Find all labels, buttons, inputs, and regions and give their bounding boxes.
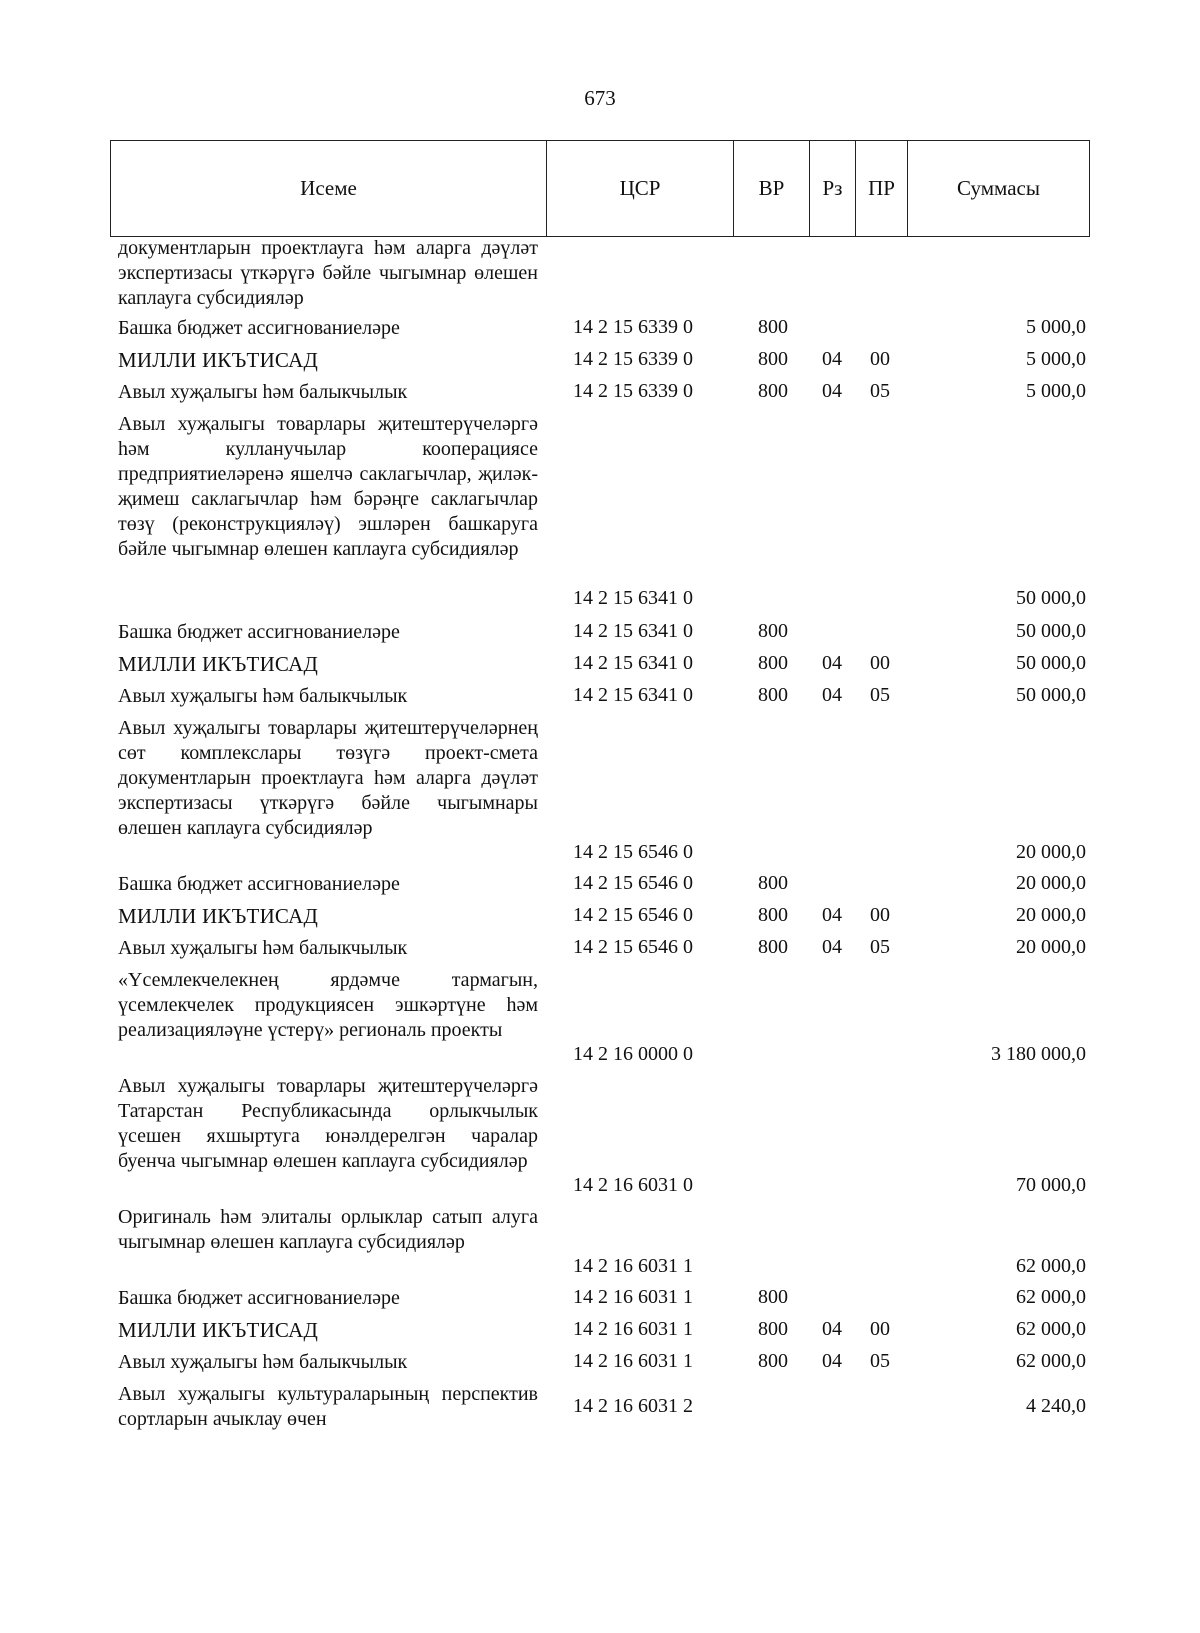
row-rz: 04 [822,1318,842,1340]
row-vr: 800 [758,936,788,958]
row-pr: 05 [870,380,890,402]
row-csr: 14 2 15 6546 0 [573,841,693,863]
row-rz: 04 [822,652,842,674]
row-name: Авыл хуҗалыгы товарлары җитештерүчеләрнең сөт комплекслары төзүгә проект-смета документларын проектлауга һәм аларга дәүләт экспертизасы үткәрүгә бәйле чыгымнары өлешен каплауга субсидияләр [118,717,538,839]
row-sum: 50 000,0 [1016,587,1086,609]
table-row [0,236,1200,316]
row-pr: 05 [870,684,890,706]
row-pr: 00 [870,348,890,370]
table-row [0,968,1200,1074]
row-name: Башка бюджет ассигнованиеләре [118,621,400,643]
row-vr: 800 [758,1350,788,1372]
row-csr: 14 2 16 6031 2 [573,1395,693,1417]
row-sum: 62 000,0 [1016,1350,1086,1372]
row-sum: 70 000,0 [1016,1174,1086,1196]
row-sum: 20 000,0 [1016,841,1086,863]
row-sum: 20 000,0 [1016,936,1086,958]
table-row [0,620,1200,652]
header-csr: ЦСР [547,141,734,236]
row-sum: 5 000,0 [1026,348,1086,370]
row-name: МИЛЛИ ИКЪТИСАД [118,1318,318,1342]
row-csr: 14 2 16 6031 1 [573,1255,693,1277]
table-row [0,1286,1200,1318]
row-csr: 14 2 15 6339 0 [573,380,693,402]
row-name: Башка бюджет ассигнованиеләре [118,317,400,339]
header-name: Исеме [111,141,547,236]
header-pr: ПР [856,141,908,236]
row-sum: 62 000,0 [1016,1255,1086,1277]
row-sum: 50 000,0 [1016,652,1086,674]
table-row [0,316,1200,348]
table-row [0,716,1200,872]
row-csr: 14 2 15 6341 0 [573,684,693,706]
header-vr: ВР [734,141,810,236]
row-vr: 800 [758,620,788,642]
table-header [110,140,1090,237]
row-rz: 04 [822,904,842,926]
row-sum: 3 180 000,0 [991,1043,1086,1065]
table-row [0,936,1200,968]
row-name: Оригиналь һәм элиталы орлыклар сатып алуга чыгымнар өлешен каплауга субсидияләр [118,1206,538,1253]
row-csr: 14 2 16 6031 1 [573,1350,693,1372]
row-rz: 04 [822,380,842,402]
row-rz: 04 [822,936,842,958]
table-row [0,1318,1200,1350]
row-name: МИЛЛИ ИКЪТИСАД [118,348,318,372]
page-number: 673 [584,86,616,110]
row-sum: 4 240,0 [1026,1395,1086,1417]
row-name: Башка бюджет ассигнованиеләре [118,873,400,895]
table-row [0,1074,1200,1205]
row-vr: 800 [758,872,788,894]
table-row [0,1382,1200,1438]
row-vr: 800 [758,904,788,926]
row-sum: 5 000,0 [1026,380,1086,402]
row-name: Авыл хуҗалыгы һәм балыкчылык [118,381,408,403]
row-sum: 5 000,0 [1026,316,1086,338]
row-name: МИЛЛИ ИКЪТИСАД [118,904,318,928]
table-row [0,380,1200,412]
row-pr: 00 [870,1318,890,1340]
row-csr: 14 2 16 6031 1 [573,1286,693,1308]
row-sum: 50 000,0 [1016,684,1086,706]
row-csr: 14 2 15 6339 0 [573,348,693,370]
row-rz: 04 [822,348,842,370]
row-name: «Үсемлекчелекнең ярдәмче тармагын, үсемлекчелек продукциясен эшкәртүне һәм реализацияләүне үстерү» региональ проекты [118,969,538,1041]
row-csr: 14 2 16 0000 0 [573,1043,693,1065]
row-csr: 14 2 15 6546 0 [573,904,693,926]
row-name: Авыл хуҗалыгы һәм балыкчылык [118,1351,408,1373]
row-csr: 14 2 16 6031 1 [573,1318,693,1340]
row-name: Авыл хуҗалыгы товарлары җитештерүчеләргә Татарстан Республикасында орлыкчылык үсешен яхшыртуга юнәлдерелгән чаралар буенча чыгымнар өлешен каплауга субсидияләр [118,1075,538,1172]
row-name: Авыл хуҗалыгы һәм балыкчылык [118,685,408,707]
table-row [0,1350,1200,1382]
row-vr: 800 [758,380,788,402]
row-name: МИЛЛИ ИКЪТИСАД [118,652,318,676]
row-name: Авыл хуҗалыгы һәм балыкчылык [118,937,408,959]
table-body [0,236,1200,1438]
row-pr: 05 [870,936,890,958]
row-vr: 800 [758,348,788,370]
row-sum: 50 000,0 [1016,620,1086,642]
row-rz: 04 [822,684,842,706]
row-name: Авыл хуҗалыгы товарлары җитештерүчеләргә һәм кулланучылар кооперациясе предприятиеләренә яшелчә саклагычлар, җиләк-җимеш саклагычлар һәм бәрәңге саклагычлар төзү (реконструкцияләү) эшләрен башкаруга бәйле чыгымнар өлешен каплауга субсидияләр [118,413,538,560]
row-csr: 14 2 15 6341 0 [573,652,693,674]
row-csr: 14 2 15 6341 0 [573,587,693,609]
row-pr: 00 [870,652,890,674]
row-csr: 14 2 15 6339 0 [573,316,693,338]
table-row [0,348,1200,380]
row-name: Авыл хуҗалыгы культураларының перспектив сортларын ачыклау өчен [118,1383,538,1430]
row-sum: 20 000,0 [1016,904,1086,926]
table-row [0,684,1200,716]
table-row [0,1205,1200,1286]
row-pr: 00 [870,904,890,926]
header-sum: Суммасы [957,176,1040,200]
row-sum: 20 000,0 [1016,872,1086,894]
row-rz: 04 [822,1350,842,1372]
row-vr: 800 [758,1286,788,1308]
row-sum: 62 000,0 [1016,1318,1086,1340]
row-vr: 800 [758,316,788,338]
row-name: Башка бюджет ассигнованиеләре [118,1287,400,1309]
row-name: документларын проектлауга һәм аларга дәүләт экспертизасы үткәрүгә бәйле чыгымнар өлешен каплауга субсидияләр [118,237,538,309]
table-row [0,904,1200,936]
row-vr: 800 [758,1318,788,1340]
table-row [0,872,1200,904]
row-csr: 14 2 15 6546 0 [573,872,693,894]
row-vr: 800 [758,684,788,706]
row-pr: 05 [870,1350,890,1372]
row-sum: 62 000,0 [1016,1286,1086,1308]
table-row [0,652,1200,684]
row-csr: 14 2 15 6546 0 [573,936,693,958]
header-rz: Рз [810,141,856,236]
row-csr: 14 2 16 6031 0 [573,1174,693,1196]
table-row [0,412,1200,620]
row-vr: 800 [758,652,788,674]
row-csr: 14 2 15 6341 0 [573,620,693,642]
